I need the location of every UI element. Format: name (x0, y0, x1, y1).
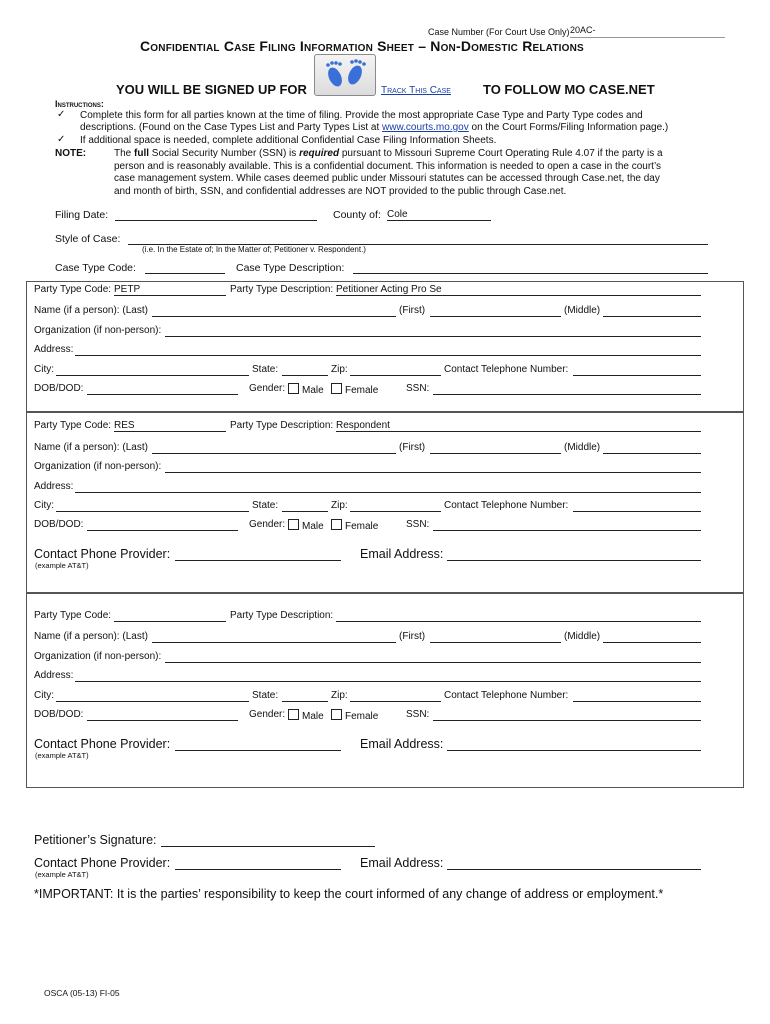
party-2-city-label: City: (34, 500, 54, 511)
party-1-phone-field[interactable] (573, 364, 701, 376)
party-2-ssn-label: SSN: (406, 519, 430, 530)
party-2-phone-provider-field[interactable] (175, 547, 341, 561)
party-3-phone-label: Contact Telephone Number: (444, 690, 569, 701)
party-2-phone-provider-label: Contact Phone Provider: (34, 547, 171, 561)
party-2-name-last-label: Name (if a person): (Last) (34, 442, 148, 453)
party-3-phone-provider-label: Contact Phone Provider: (34, 737, 171, 751)
party-1-gender-label: Gender: (249, 383, 286, 394)
party-3-address-label: Address: (34, 670, 74, 681)
party-1-zip-field[interactable] (350, 364, 441, 376)
form-id: OSCA (05-13) FI-05 (44, 988, 120, 998)
checkmark-icon: ✓ (57, 109, 66, 120)
party-3-gender-label: Gender: (249, 709, 286, 720)
petitioner-signature-label: Petitioner’s Signature: (34, 833, 157, 847)
party-3-email-field[interactable] (447, 737, 701, 751)
petitioner-phone-provider-label: Contact Phone Provider: (34, 856, 171, 870)
petitioner-phone-provider-field[interactable] (175, 856, 341, 870)
party-3-first-label: (First) (399, 631, 426, 642)
party-3-middle-name-field[interactable] (603, 631, 701, 643)
party-1-ssn-label: SSN: (406, 383, 430, 394)
track-prefix: YOU WILL BE SIGNED UP FOR (116, 82, 307, 97)
party-2-dob-label: DOB/DOD: (34, 519, 84, 530)
party-2-last-name-field[interactable] (152, 442, 396, 454)
party-2-type-code-field[interactable]: RES (114, 420, 226, 432)
party-3-email-label: Email Address: (360, 737, 444, 751)
party-2-male-checkbox[interactable]: Male (288, 519, 324, 532)
footprints-icon[interactable] (314, 54, 376, 96)
party-1-city-field[interactable] (56, 364, 249, 376)
party-3-female-checkbox[interactable]: Female (331, 709, 378, 722)
party-2-middle-label: (Middle) (564, 442, 601, 453)
party-2-type-description-field[interactable]: Respondent (336, 420, 701, 432)
party-2-first-label: (First) (399, 442, 426, 453)
party-3-state-label: State: (252, 690, 279, 701)
note-line-1: The full Social Security Number (SSN) is required pursuant to Missouri Supreme Court Operating Rule 4.07 if the party is a (114, 148, 663, 159)
party-3-middle-label: (Middle) (564, 631, 601, 642)
party-2-phone-provider-hint: (example AT&T) (35, 561, 89, 570)
party-3-type-description-field[interactable] (336, 610, 701, 622)
party-3-phone-provider-field[interactable] (175, 737, 341, 751)
party-1-state-field[interactable] (282, 364, 328, 376)
petitioner-email-label: Email Address: (360, 856, 444, 870)
party-1-address-label: Address: (34, 344, 74, 355)
party-1-dob-field[interactable] (87, 383, 238, 395)
party-3-ssn-field[interactable] (433, 709, 701, 721)
instruction-2: If additional space is needed, complete additional Confidential Case Filing Information Sheets. (80, 135, 497, 146)
party-1-middle-label: (Middle) (564, 305, 601, 316)
party-1-city-label: City: (34, 364, 54, 375)
filing-date-field[interactable] (115, 209, 317, 221)
petitioner-signature-field[interactable] (161, 833, 375, 847)
style-of-case-label: Style of Case: (55, 233, 121, 245)
party-3-zip-label: Zip: (331, 690, 348, 701)
party-2-address-field[interactable] (75, 481, 701, 493)
checkmark-icon: ✓ (57, 134, 66, 145)
track-suffix: TO FOLLOW MO CASE.NET (483, 82, 655, 97)
party-2-ssn-field[interactable] (433, 519, 701, 531)
page-title: Confidential Case Filing Information Sheet – Non-Domestic Relations (140, 38, 584, 54)
county-field[interactable]: Cole (387, 209, 491, 221)
party-1-name-last-label: Name (if a person): (Last) (34, 305, 148, 316)
party-3-dob-label: DOB/DOD: (34, 709, 84, 720)
party-2-organization-field[interactable] (165, 461, 701, 473)
party-3-phone-provider-hint: (example AT&T) (35, 751, 89, 760)
party-3-type-code-field[interactable] (114, 610, 226, 622)
party-2-phone-field[interactable] (573, 500, 701, 512)
party-3-organization-field[interactable] (165, 651, 701, 663)
party-1-organization-field[interactable] (165, 325, 701, 337)
party-1-organization-label: Organization (if non-person): (34, 325, 162, 336)
party-2-state-label: State: (252, 500, 279, 511)
party-2-address-label: Address: (34, 481, 74, 492)
party-3-last-name-field[interactable] (152, 631, 396, 643)
important-notice: *IMPORTANT: It is the parties’ responsibility to keep the court informed of any change of address or employment.* (34, 887, 664, 901)
party-2-gender-label: Gender: (249, 519, 286, 530)
party-2-zip-field[interactable] (350, 500, 441, 512)
party-1-type-description-label: Party Type Description: (230, 284, 334, 295)
party-1-address-field[interactable] (75, 344, 701, 356)
party-3-name-last-label: Name (if a person): (Last) (34, 631, 148, 642)
petitioner-phone-provider-hint: (example AT&T) (35, 870, 89, 879)
case-number-label: Case Number (For Court Use Only) (428, 27, 570, 37)
courts-link[interactable]: www.courts.mo.gov (382, 122, 469, 133)
party-2-email-label: Email Address: (360, 547, 444, 561)
style-of-case-hint: (i.e. In the Estate of; In the Matter of; Petitioner v. Respondent.) (142, 245, 366, 254)
party-1-middle-name-field[interactable] (603, 305, 701, 317)
party-3-dob-field[interactable] (87, 709, 238, 721)
party-2-first-name-field[interactable] (430, 442, 561, 454)
case-type-description-label: Case Type Description: (236, 262, 345, 274)
party-1-first-name-field[interactable] (430, 305, 561, 317)
instruction-1b: descriptions. (Found on the Case Types List and Party Types List at www.courts.mo.gov on the Court Forms/Filing Information page.) (80, 122, 669, 133)
party-2-city-field[interactable] (56, 500, 249, 512)
party-1-dob-label: DOB/DOD: (34, 383, 84, 394)
party-1-type-code-field[interactable]: PETP (114, 284, 226, 296)
party-3-city-field[interactable] (56, 690, 249, 702)
party-2-dob-field[interactable] (87, 519, 238, 531)
petitioner-email-field[interactable] (447, 856, 701, 870)
style-of-case-field[interactable] (128, 233, 708, 245)
track-this-case-link[interactable]: Track This Case (381, 85, 451, 96)
party-1-ssn-field[interactable] (433, 383, 701, 395)
party-2-state-field[interactable] (282, 500, 328, 512)
party-1-male-checkbox[interactable]: Male (288, 383, 324, 396)
party-1-type-description-field[interactable]: Petitioner Acting Pro Se (336, 284, 701, 296)
note-line-4: and month of birth, SSN, and confidential addresses are NOT provided to the public through Case.net. (114, 186, 567, 197)
county-label: County of: (333, 209, 381, 221)
party-2-zip-label: Zip: (331, 500, 348, 511)
party-2-type-code-label: Party Type Code: (34, 420, 112, 431)
party-3-address-field[interactable] (75, 670, 701, 682)
party-3-phone-field[interactable] (573, 690, 701, 702)
party-1-first-label: (First) (399, 305, 426, 316)
note-line-3: case management system. While cases deemed public under Missouri statutes can be accessed through Case.net, the day (114, 173, 660, 184)
party-2-female-checkbox[interactable]: Female (331, 519, 378, 532)
note-label: NOTE: (55, 148, 87, 159)
party-2-email-field[interactable] (447, 547, 701, 561)
party-1-last-name-field[interactable] (152, 305, 396, 317)
case-number-field[interactable]: 20AC- (570, 25, 725, 38)
case-type-code-label: Case Type Code: (55, 262, 136, 274)
filing-date-label: Filing Date: (55, 209, 109, 221)
instruction-1a: Complete this form for all parties known at the time of filing. Provide the most appropriate Case Type and Party Type codes and (80, 110, 643, 121)
party-3-organization-label: Organization (if non-person): (34, 651, 162, 662)
case-type-description-field[interactable] (353, 262, 708, 274)
party-2-organization-label: Organization (if non-person): (34, 461, 162, 472)
party-3-ssn-label: SSN: (406, 709, 430, 720)
party-3-male-checkbox[interactable]: Male (288, 709, 324, 722)
party-3-zip-field[interactable] (350, 690, 441, 702)
party-1-female-checkbox[interactable]: Female (331, 383, 378, 396)
party-3-type-code-label: Party Type Code: (34, 610, 112, 621)
party-1-zip-label: Zip: (331, 364, 348, 375)
party-1-phone-label: Contact Telephone Number: (444, 364, 569, 375)
party-2-middle-name-field[interactable] (603, 442, 701, 454)
party-1-type-code-label: Party Type Code: (34, 284, 112, 295)
case-type-code-field[interactable] (145, 262, 225, 274)
party-3-city-label: City: (34, 690, 54, 701)
party-3-first-name-field[interactable] (430, 631, 561, 643)
party-3-type-description-label: Party Type Description: (230, 610, 334, 621)
party-3-state-field[interactable] (282, 690, 328, 702)
instructions-heading: Instructions: (55, 99, 104, 109)
party-2-phone-label: Contact Telephone Number: (444, 500, 569, 511)
party-2-type-description-label: Party Type Description: (230, 420, 334, 431)
note-line-2: person and is reasonably available. This is a confidential document. This information is needed to open a case in the court’s (114, 161, 661, 172)
party-1-state-label: State: (252, 364, 279, 375)
